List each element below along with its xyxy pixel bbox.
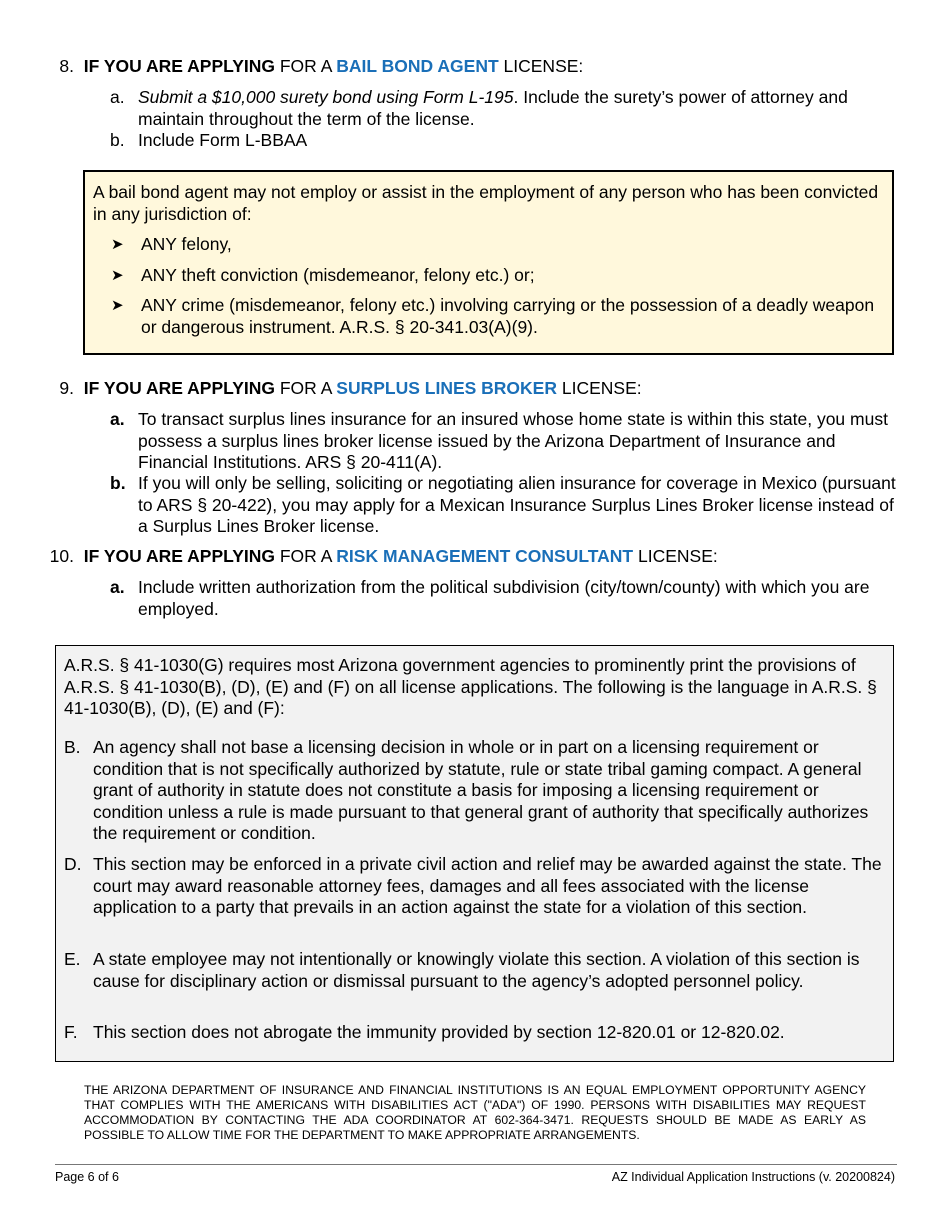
- box-intro: A bail bond agent may not employ or assist in the employment of any person who has been convicted in any jurisdiction of:: [93, 182, 879, 224]
- item-text: This section does not abrogate the immunity provided by section 12-820.01 or 12-820.02.: [93, 1022, 785, 1042]
- arrow-bullet-icon: ➤: [111, 267, 124, 284]
- item-label: a.: [110, 577, 125, 597]
- list-item: [64, 854, 886, 919]
- heading-bold-lead: IF YOU ARE APPLYING: [83, 378, 275, 398]
- section-number: 10.: [49, 546, 74, 566]
- item-text: Include written authorization from the political subdivision (city/town/county) with which you are employed.: [138, 577, 870, 619]
- arrow-bullet-icon: ➤: [111, 236, 124, 253]
- bullet-text: ANY crime (misdemeanor, felony etc.) involving carrying or the possession of a deadly weapon or dangerous instrument. A.R.S. § 20-341.03(A)(9).: [141, 295, 875, 337]
- item-rest-text: . Include the surety’s power of attorney and maintain throughout the term of the license.: [138, 87, 848, 129]
- list-item: [110, 409, 900, 474]
- bail-bond-restriction-box: [83, 170, 894, 355]
- item-text: This section may be enforced in a private civil action and relief may be awarded against the state. The court may award reasonable attorney fees, damages and all fees associated with the license application to a party that prevails in an action against the state for a violation of this section.: [93, 854, 882, 917]
- heading-mid: FOR A: [279, 378, 332, 398]
- section-number: 8.: [59, 56, 74, 76]
- heading-bold-lead: IF YOU ARE APPLYING: [83, 56, 275, 76]
- item-text: An agency shall not base a licensing decision in whole or in part on a licensing requirement or condition that is not specifically authorized by statute, rule or state tribal gaming compact. A general grant of authority in statute does not constitute a basis for imposing a licensing requirement or condition unless a rule is made pursuant to that general grant of authority that specifically authorizes the requirement or condition.: [93, 737, 869, 843]
- footer-divider: [55, 1164, 897, 1165]
- list-item: [64, 949, 886, 992]
- item-label: a.: [110, 87, 125, 107]
- heading-tail: LICENSE:: [561, 378, 642, 398]
- item-label: B.: [64, 737, 81, 757]
- heading-mid: FOR A: [279, 546, 332, 566]
- item-label: D.: [64, 854, 82, 874]
- list-item: [110, 577, 900, 620]
- list-item: [111, 265, 881, 287]
- list-item: [110, 473, 900, 538]
- item-label: b.: [110, 473, 126, 493]
- section-9-heading: [58, 378, 642, 400]
- section-number: 9.: [59, 378, 74, 398]
- section-10-heading: [48, 546, 718, 568]
- bullet-text: ANY theft conviction (misdemeanor, felony etc.) or;: [141, 265, 535, 285]
- heading-license-type: BAIL BOND AGENT: [336, 56, 499, 76]
- document-version: AZ Individual Application Instructions (v. 20200824): [611, 1170, 895, 1184]
- item-text: Include Form L-BBAA: [138, 130, 308, 150]
- heading-mid: FOR A: [279, 56, 332, 76]
- list-item: [111, 295, 881, 338]
- heading-license-type: RISK MANAGEMENT CONSULTANT: [336, 546, 634, 566]
- item-text: To transact surplus lines insurance for an insured whose home state is within this state, you must possess a surplus lines broker license issued by the Arizona Department of Insurance and Financial Institutions. ARS § 20-411(A).: [138, 409, 888, 472]
- heading-tail: LICENSE:: [503, 56, 584, 76]
- item-text: [138, 87, 900, 130]
- item-text: A state employee may not intentionally or knowingly violate this section. A violation of this section is cause for disciplinary action or dismissal pursuant to the agency’s adopted personnel policy.: [93, 949, 860, 991]
- item-label: F.: [64, 1022, 78, 1042]
- arrow-bullet-icon: ➤: [111, 297, 124, 314]
- heading-bold-lead: IF YOU ARE APPLYING: [83, 546, 275, 566]
- list-item: [111, 234, 881, 256]
- item-label: E.: [64, 949, 81, 969]
- heading-tail: LICENSE:: [638, 546, 718, 566]
- page-number: Page 6 of 6: [55, 1170, 119, 1184]
- bullet-text: ANY felony,: [141, 234, 232, 254]
- item-label: a.: [110, 409, 125, 429]
- ars-intro: A.R.S. § 41-1030(G) requires most Arizona government agencies to prominently print the provisions of A.R.S. § 41-1030(B), (D), (E) and (F) on all license applications. The following is the language in A.R.S. § 41-1030(B), (D), (E) and (F):: [64, 655, 877, 718]
- ars-statute-box: [55, 645, 894, 1062]
- list-item: [110, 130, 900, 152]
- list-item: [64, 737, 886, 845]
- item-italic-text: Submit a $10,000 surety bond using Form L-195: [138, 87, 514, 107]
- item-label: b.: [110, 130, 125, 150]
- ada-notice: THE ARIZONA DEPARTMENT OF INSURANCE AND FINANCIAL INSTITUTIONS IS AN EQUAL EMPLOYMENT OPPORTUNITY AGENCY THAT COMPLIES WITH THE AMERICANS WITH DISABILITIES ACT ("ADA") OF 1990. PERSONS WITH DISABILITIES MAY REQUEST ACCOMMODATION BY CONTACTING THE ADA COORDINATOR AT 602-364-3471. REQUESTS SHOULD BE MADE AS EARLY AS POSSIBLE TO ALLOW TIME FOR THE DEPARTMENT TO MAKE APPROPRIATE ARRANGEMENTS.: [84, 1083, 866, 1142]
- heading-license-type: SURPLUS LINES BROKER: [336, 378, 557, 398]
- section-8-heading: [58, 56, 583, 78]
- item-text: If you will only be selling, soliciting or negotiating alien insurance for coverage in Mexico (pursuant to ARS § 20-422), you may apply for a Mexican Insurance Surplus Lines Broker license instead of a Surplus Lines Broker license.: [138, 473, 896, 536]
- list-item: [110, 87, 900, 130]
- list-item: [64, 1022, 886, 1044]
